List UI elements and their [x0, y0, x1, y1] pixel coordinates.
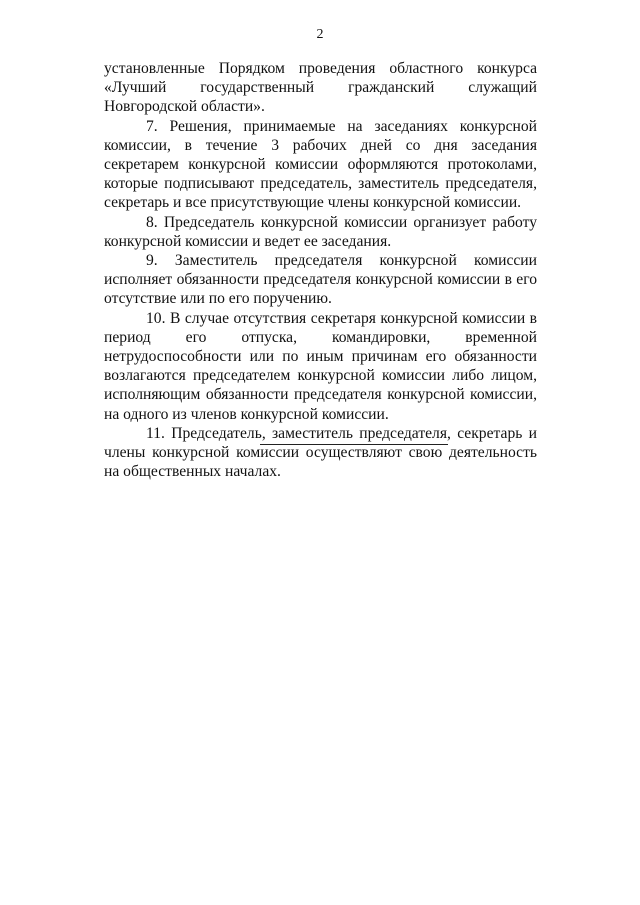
paragraph-continuation: установленные Порядком проведения областного конкурса «Лучший государственный гражданский служащий Новгородской области». — [104, 60, 537, 116]
paragraph-item-7: 7. Решения, принимаемые на заседаниях конкурсной комиссии, в течение 3 рабочих дней со дня заседания секретарем конкурсной комиссии оформляются протоколами, которые подписывают председатель, заместитель председателя, секретарь и все присутствующие члены конкурсной комиссии. — [104, 117, 537, 212]
paragraph-item-9: 9. Заместитель председателя конкурсной комиссии исполняет обязанности председателя конкурсной комиссии в его отсутствие или по его поручению. — [104, 252, 537, 308]
paragraph-item-11: 11. Председатель, заместитель председателя, секретарь и члены конкурсной комиссии осуществляют свою деятельность на общественных началах. — [104, 424, 537, 481]
page-number: 2 — [316, 27, 324, 42]
paragraph-item-10: 10. В случае отсутствия секретаря конкурсной комиссии в период его отпуска, командировки, временной нетрудоспособности или по иным причинам его обязанности возлагаются председателем конкурсной комиссии либо лицом, исполняющим обязанности председателя конкурсной комиссии, на одного из членов конкурсной комиссии. — [104, 309, 537, 423]
document-body — [104, 59, 537, 481]
paragraph-item-8: 8. Председатель конкурсной комиссии организует работу конкурсной комиссии и ведет ее заседания. — [104, 213, 537, 250]
end-of-document-rule — [260, 444, 448, 445]
